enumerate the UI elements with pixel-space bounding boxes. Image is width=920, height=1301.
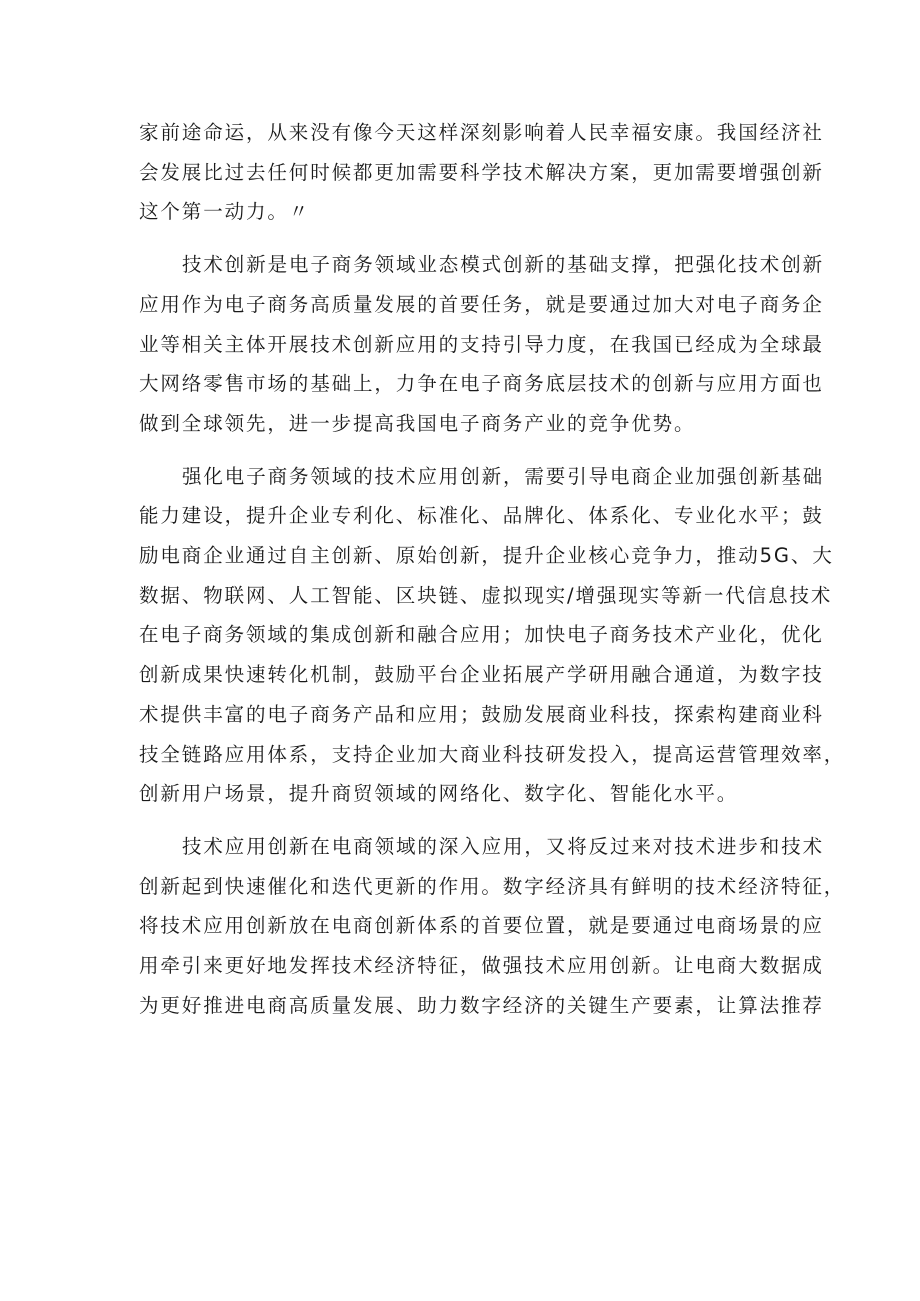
text-line: 家前途命运，从来没有像今天这样深刻影响着人民幸福安康。我国经济社 (139, 121, 824, 144)
text-line: 励电商企业通过自主创新、原始创新，提升企业核心竞争力，推动5G、大 (139, 544, 834, 568)
paragraph-1 (139, 113, 824, 232)
text-line: 用牵引来更好地发挥技术经济特征，做强技术应用创新。让电商大数据成 (139, 954, 824, 978)
text-line: 创新用户场景，提升商贸领域的网络化、数字化、智能化水平。 (139, 782, 739, 806)
text-line: 为更好推进电商高质量发展、助力数字经济的关键生产要素，让算法推荐 (139, 993, 824, 1017)
text-line: 应用作为电子商务高质量发展的首要任务，就是要通过加大对电子商务企 (139, 292, 824, 316)
text-line: 创新成果快速转化机制，鼓励平台企业拓展产学研用融合通道，为数字技 (139, 663, 824, 687)
text-line: 数据、物联网、人工智能、区块链、虚拟现实/增强现实等新一代信息技术 (139, 583, 833, 607)
text-line: 业等相关主体开展技术创新应用的支持引导力度，在我国已经成为全球最 (139, 332, 824, 356)
paragraph-2 (139, 245, 825, 444)
text-line: 能力建设，提升企业专利化、标准化、品牌化、体系化、专业化水平；鼓 (139, 504, 824, 528)
text-line: 在电子商务领域的集成创新和融合应用；加快电子商务技术产业化，优化 (139, 623, 824, 647)
text-line: 这个第一动力。〃 (139, 200, 311, 224)
text-line: 会发展比过去任何时候都更加需要科学技术解决方案，更加需要增强创新 (139, 160, 824, 184)
text-line: 做到全球领先，进一步提高我国电子商务产业的竞争优势。 (139, 411, 696, 435)
text-line: 技术创新是电子商务领域业态模式创新的基础支撑，把强化技术创新 (182, 253, 825, 277)
text-line: 术提供丰富的电子商务产品和应用；鼓励发展商业科技，探索构建商业科 (139, 702, 824, 726)
text-line: 将技术应用创新放在电商创新体系的首要位置，就是要通过电商场景的应 (139, 914, 824, 938)
document-body (139, 113, 846, 1038)
paragraph-4 (139, 827, 846, 1026)
paragraph-3 (139, 457, 846, 814)
text-line: 大网络零售市场的基础上，力争在电子商务底层技术的创新与应用方面也 (139, 372, 824, 396)
text-line: 创新起到快速催化和迭代更新的作用。数字经济具有鲜明的技术经济特征， (139, 874, 846, 898)
text-line: 技全链路应用体系，支持企业加大商业科技研发投入，提高运营管理效率， (139, 742, 846, 766)
text-line: 技术应用创新在电商领域的深入应用，又将反过来对技术进步和技术 (182, 834, 825, 858)
text-line: 强化电子商务领域的技术应用创新，需要引导电商企业加强创新基础 (182, 464, 825, 488)
